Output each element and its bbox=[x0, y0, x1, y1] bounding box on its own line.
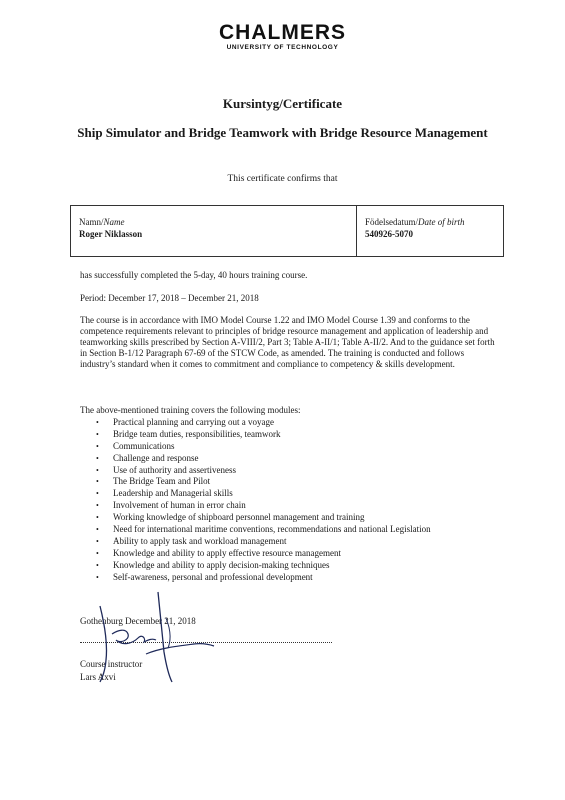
completion-statement: has successfully completed the 5-day, 40 hours training course. bbox=[80, 270, 308, 280]
course-title: Ship Simulator and Bridge Teamwork with Bridge Resource Management bbox=[77, 125, 488, 140]
bullet-icon: • bbox=[96, 536, 99, 546]
bullet-icon: • bbox=[96, 489, 99, 499]
name-label-en: Name bbox=[103, 217, 125, 227]
recipient-dob: 540926-5070 bbox=[365, 229, 413, 239]
module-text: Working knowledge of shipboard personnel management and training bbox=[113, 512, 365, 523]
module-text: Leadership and Managerial skills bbox=[113, 488, 233, 499]
confirm-text: This certificate confirms that bbox=[227, 174, 338, 184]
module-item bbox=[96, 500, 496, 512]
modules-intro: The above-mentioned training covers the following modules: bbox=[80, 405, 301, 415]
logo-subtitle: UNIVERSITY OF TECHNOLOGY bbox=[226, 44, 339, 51]
module-item bbox=[96, 560, 496, 572]
module-text: Need for international maritime conventions, recommendations and national Legislation bbox=[113, 524, 431, 535]
bullet-icon: • bbox=[96, 572, 99, 582]
module-text: Knowledge and ability to apply decision-making techniques bbox=[113, 559, 330, 570]
bullet-icon: • bbox=[96, 453, 99, 463]
module-item bbox=[96, 441, 496, 453]
module-text: Bridge team duties, responsibilities, teamwork bbox=[113, 428, 281, 439]
signer-role: Course instructor bbox=[80, 659, 143, 669]
certificate-title: Kursintyg/Certificate bbox=[222, 96, 343, 111]
module-item bbox=[96, 536, 496, 548]
name-label bbox=[79, 216, 348, 228]
dob-label-en: Date of birth bbox=[418, 217, 465, 227]
course-description: The course is in accordance with IMO Model Course 1.22 and IMO Model Course 1.39 and conforms to the competence requirements relevant to principles of bridge resource management and application of leadership and teamworking skills prescribed by Section A-VIII/2, Part 3; Table A-II/1; Table A-II/2. And to the guidance set forth in Section B-1/12 Paragraph 67-69 of the STCW Code, as amended. The training is conducted and follows industry’s standard when it comes to commitment and compliance to competency & skills development. bbox=[80, 315, 495, 369]
chalmers-logo bbox=[0, 22, 565, 52]
bullet-icon: • bbox=[96, 513, 99, 523]
module-item bbox=[96, 453, 496, 465]
modules-list bbox=[96, 417, 496, 583]
dob-label bbox=[365, 216, 495, 228]
module-text: Self-awareness, personal and professional development bbox=[113, 571, 313, 582]
name-label-sv: Namn/ bbox=[79, 217, 104, 227]
module-item bbox=[96, 429, 496, 441]
bullet-icon: • bbox=[96, 418, 99, 427]
module-item bbox=[96, 524, 496, 536]
bullet-icon: • bbox=[96, 477, 99, 487]
recipient-box bbox=[70, 205, 504, 257]
module-text: Involvement of human in error chain bbox=[113, 500, 246, 511]
dob-cell bbox=[357, 206, 503, 256]
module-text: Challenge and response bbox=[113, 452, 199, 463]
bullet-icon: • bbox=[96, 429, 99, 439]
bullet-icon: • bbox=[96, 501, 99, 511]
module-item bbox=[96, 512, 496, 524]
module-text: Knowledge and ability to apply effective resource management bbox=[113, 547, 341, 558]
recipient-name: Roger Niklasson bbox=[79, 229, 143, 239]
logo-wordmark: CHALMERS bbox=[219, 21, 346, 44]
signer-name: Lars Axvi bbox=[80, 672, 116, 682]
module-item bbox=[96, 488, 496, 500]
bullet-icon: • bbox=[96, 560, 99, 570]
module-text: Practical planning and carrying out a voyage bbox=[113, 417, 274, 427]
handwritten-signature bbox=[98, 582, 218, 692]
module-text: Communications bbox=[113, 440, 175, 451]
module-item bbox=[96, 465, 496, 477]
module-item bbox=[96, 476, 496, 488]
name-cell bbox=[71, 206, 357, 256]
module-text: Ability to apply task and workload management bbox=[113, 535, 287, 546]
module-text: Use of authority and assertiveness bbox=[113, 464, 236, 475]
bullet-icon: • bbox=[96, 465, 99, 475]
bullet-icon: • bbox=[96, 441, 99, 451]
course-period: Period: December 17, 2018 – December 21, 2018 bbox=[80, 293, 259, 303]
bullet-icon: • bbox=[96, 525, 99, 535]
module-item bbox=[96, 548, 496, 560]
bullet-icon: • bbox=[96, 548, 99, 558]
dob-label-sv: Födelsedatum/ bbox=[365, 217, 418, 227]
place-and-date: Gothenburg December 21, 2018 bbox=[80, 616, 196, 626]
module-item bbox=[96, 417, 496, 429]
module-text: The Bridge Team and Pilot bbox=[113, 476, 211, 487]
